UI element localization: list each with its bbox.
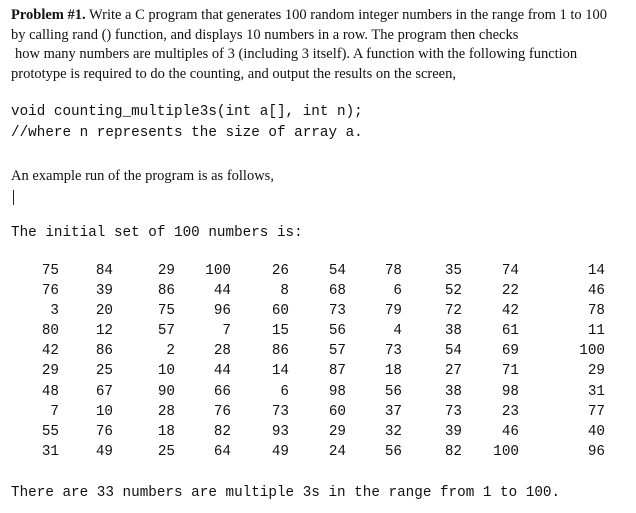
number-cell: 6 <box>280 383 289 400</box>
number-cell: 3 <box>50 303 59 320</box>
number-cell: 55 <box>41 423 59 440</box>
problem-text-1: Write a C program that generates 100 random integer numbers in the range from 1 to 100 <box>85 7 608 23</box>
number-cell: 80 <box>41 323 59 340</box>
number-cell: 14 <box>587 263 605 279</box>
number-cell: 98 <box>501 383 519 400</box>
number-cell: 23 <box>501 403 519 420</box>
number-cell: 56 <box>328 323 346 340</box>
number-cell: 14 <box>271 363 289 380</box>
number-cell: 37 <box>384 403 402 420</box>
prototype-comment: //where n represents the size of array a. <box>11 125 363 141</box>
number-cell: 54 <box>328 263 346 279</box>
number-cell: 87 <box>328 363 346 380</box>
number-cell: 46 <box>501 423 519 440</box>
number-cell: 60 <box>328 403 346 420</box>
number-cell: 75 <box>41 263 59 279</box>
number-cell: 86 <box>157 283 175 300</box>
number-cell: 27 <box>444 363 462 380</box>
number-row <box>0 303 636 323</box>
number-cell: 57 <box>157 323 175 340</box>
example-intro: An example run of the program is as follows, <box>11 168 274 184</box>
number-cell: 56 <box>384 443 402 460</box>
number-cell: 29 <box>157 263 175 279</box>
number-cell: 49 <box>95 443 113 460</box>
cut-off-text-line <box>0 506 130 513</box>
function-prototype: void counting_multiple3s(int a[], int n); <box>11 104 363 120</box>
number-cell: 26 <box>271 263 289 279</box>
problem-heading: Problem #1. <box>11 7 86 23</box>
number-cell: 96 <box>587 443 605 460</box>
number-cell: 86 <box>95 343 113 360</box>
number-cell: 40 <box>587 423 605 440</box>
number-row <box>0 363 636 383</box>
problem-line-4: prototype is required to do the counting, and output the results on the screen, <box>11 65 456 82</box>
number-cell: 20 <box>95 303 113 320</box>
number-cell: 29 <box>41 363 59 380</box>
number-cell: 61 <box>501 323 519 340</box>
number-cell: 8 <box>280 283 289 300</box>
number-cell: 60 <box>271 303 289 320</box>
number-cell: 42 <box>501 303 519 320</box>
number-cell: 54 <box>444 343 462 360</box>
number-cell: 18 <box>384 363 402 380</box>
problem-statement <box>11 6 636 84</box>
number-cell: 31 <box>41 443 59 460</box>
number-cell: 11 <box>587 323 605 340</box>
number-cell: 46 <box>587 283 605 300</box>
number-cell: 52 <box>444 283 462 300</box>
number-cell: 74 <box>501 263 519 279</box>
problem-line-2: by calling rand () function, and displays 10 numbers in a row. The program then checks <box>11 26 519 43</box>
number-cell: 56 <box>384 383 402 400</box>
text-cursor <box>13 190 14 205</box>
number-cell: 39 <box>444 423 462 440</box>
number-cell: 28 <box>213 343 231 360</box>
number-cell: 31 <box>587 383 605 400</box>
number-cell: 73 <box>328 303 346 320</box>
number-cell: 38 <box>444 383 462 400</box>
number-cell: 25 <box>157 443 175 460</box>
number-cell: 29 <box>328 423 346 440</box>
number-cell: 10 <box>95 403 113 420</box>
number-grid <box>0 263 636 464</box>
number-cell: 32 <box>384 423 402 440</box>
number-cell: 76 <box>41 283 59 300</box>
number-cell: 44 <box>213 363 231 380</box>
number-cell: 2 <box>166 343 175 360</box>
number-cell: 73 <box>444 403 462 420</box>
number-cell: 100 <box>493 443 519 460</box>
number-cell: 82 <box>213 423 231 440</box>
number-cell: 77 <box>587 403 605 420</box>
number-cell: 6 <box>393 283 402 300</box>
number-cell: 78 <box>587 303 605 320</box>
number-cell: 68 <box>328 283 346 300</box>
number-cell: 78 <box>384 263 402 279</box>
number-cell: 49 <box>271 443 289 460</box>
number-cell: 73 <box>384 343 402 360</box>
number-cell: 4 <box>393 323 402 340</box>
number-row <box>0 283 636 303</box>
number-cell: 71 <box>501 363 519 380</box>
number-cell: 84 <box>95 263 113 279</box>
number-cell: 7 <box>222 323 231 340</box>
number-cell: 28 <box>157 403 175 420</box>
initial-set-label: The initial set of 100 numbers is: <box>11 225 303 241</box>
number-cell: 72 <box>444 303 462 320</box>
number-cell: 75 <box>157 303 175 320</box>
number-cell: 12 <box>95 323 113 340</box>
number-cell: 66 <box>213 383 231 400</box>
number-cell: 90 <box>157 383 175 400</box>
number-row <box>0 384 636 404</box>
number-cell: 10 <box>157 363 175 380</box>
number-cell: 25 <box>95 363 113 380</box>
number-cell: 39 <box>95 283 113 300</box>
number-row <box>0 424 636 444</box>
number-row <box>0 444 636 464</box>
number-cell: 79 <box>384 303 402 320</box>
number-cell: 29 <box>587 363 605 380</box>
number-cell: 38 <box>444 323 462 340</box>
problem-line-1 <box>11 6 636 26</box>
number-cell: 15 <box>271 323 289 340</box>
number-cell: 35 <box>444 263 462 279</box>
number-row <box>0 404 636 424</box>
number-cell: 69 <box>501 343 519 360</box>
number-cell: 86 <box>271 343 289 360</box>
number-cell: 96 <box>213 303 231 320</box>
number-row <box>0 343 636 363</box>
number-cell: 73 <box>271 403 289 420</box>
number-cell: 93 <box>271 423 289 440</box>
problem-line-3: how many numbers are multiples of 3 (including 3 itself). A function with the following function <box>15 46 578 62</box>
number-cell: 100 <box>579 343 605 360</box>
number-cell: 48 <box>41 383 59 400</box>
number-cell: 7 <box>50 403 59 420</box>
number-cell: 42 <box>41 343 59 360</box>
result-summary: There are 33 numbers are multiple 3s in the range from 1 to 100. <box>11 485 561 501</box>
number-cell: 22 <box>501 283 519 300</box>
number-cell: 76 <box>213 403 231 420</box>
number-cell: 82 <box>444 443 462 460</box>
number-cell: 24 <box>328 443 346 460</box>
number-cell: 67 <box>95 383 113 400</box>
number-cell: 18 <box>157 423 175 440</box>
number-cell: 100 <box>205 263 231 279</box>
number-cell: 44 <box>213 283 231 300</box>
number-cell: 98 <box>328 383 346 400</box>
number-row <box>0 263 636 283</box>
number-row <box>0 323 636 343</box>
number-cell: 76 <box>95 423 113 440</box>
number-cell: 64 <box>213 443 231 460</box>
number-cell: 57 <box>328 343 346 360</box>
